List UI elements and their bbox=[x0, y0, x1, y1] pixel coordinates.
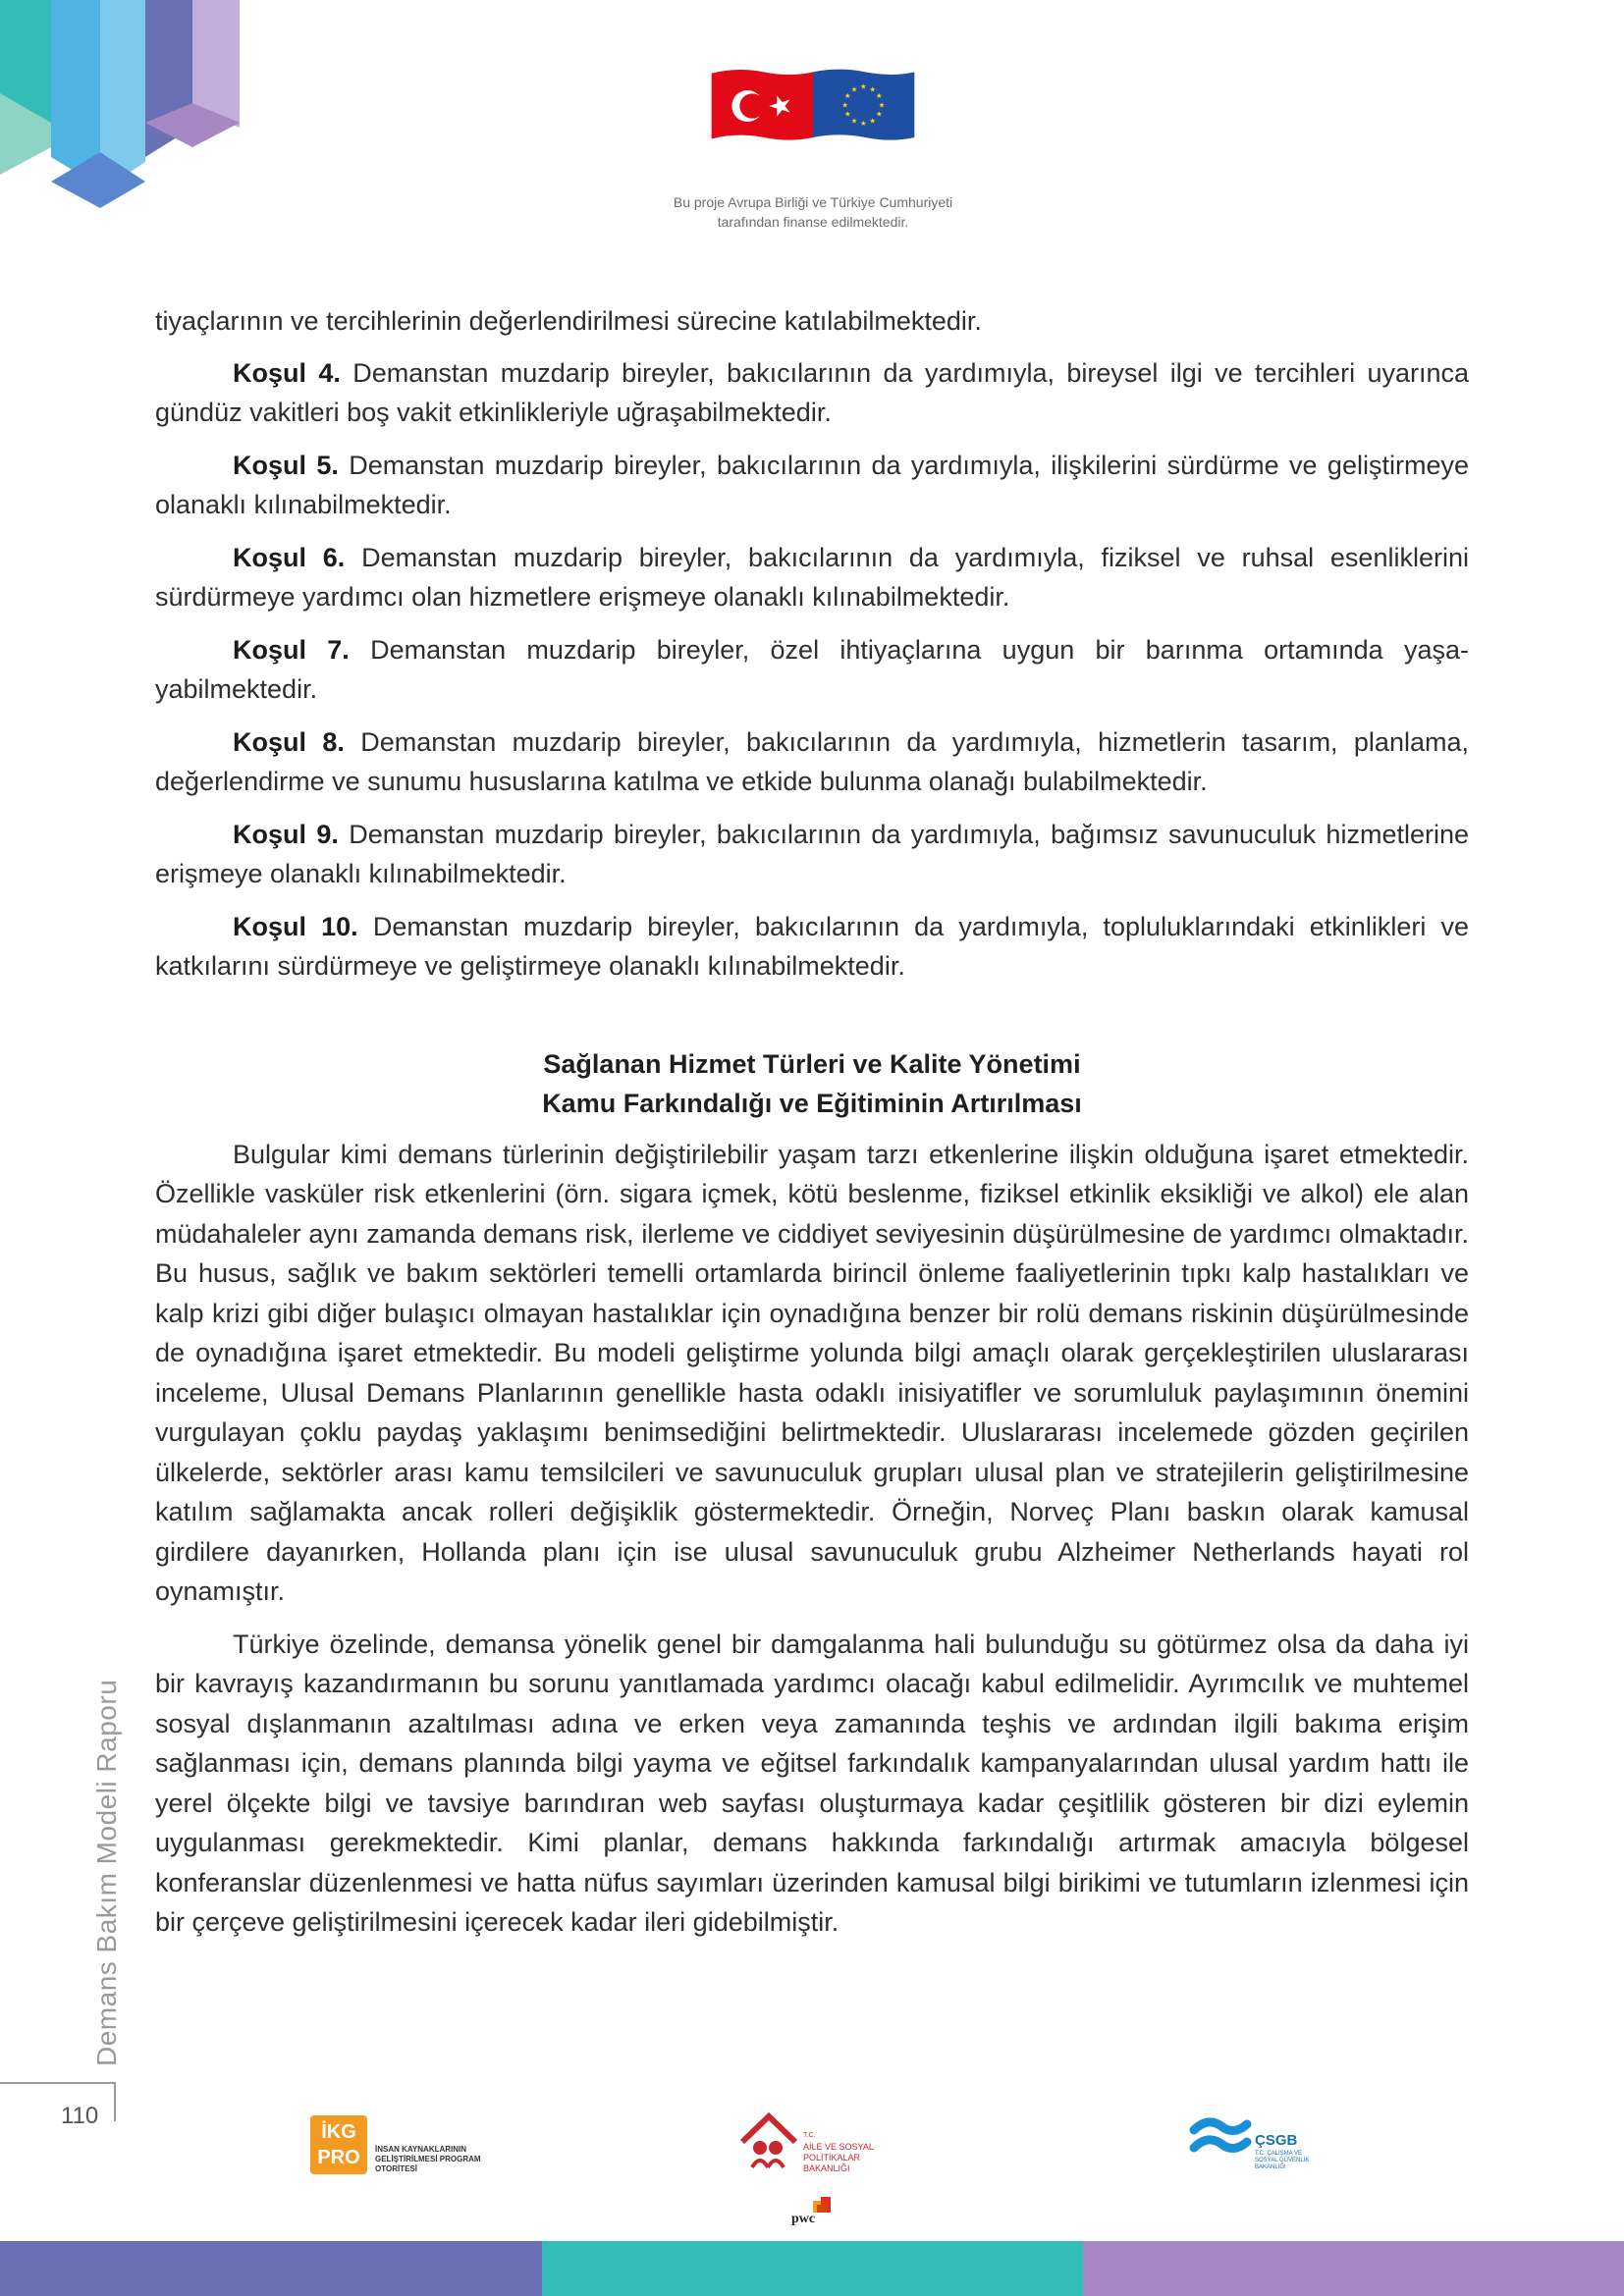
main-content bbox=[155, 301, 1469, 1955]
svg-text:★: ★ bbox=[841, 100, 848, 110]
condition-text: Demanstan muzdarip bireyler, bakıcılarının da yardımıyla, hizmetlerin tasarım, planlama, değerlendirme ve sunumu hususlarına katılma ve etkide bulunma olanağı bulabilmektedir. bbox=[155, 726, 1469, 796]
ikg-badge-top: İKG bbox=[321, 2121, 356, 2143]
tr-eu-flags bbox=[661, 67, 965, 145]
condition-text: Demanstan muzdarip bireyler, bakıcılarının da yardımıyla, fiziksel ve ruhsal esenliklerini sürdürmeye yardımcı olan hizmetlere erişmeye olanaklı kılınabilmektedir. bbox=[155, 542, 1469, 612]
condition-text: Demanstan muzdarip bireyler, bakıcılarının da yardımıyla, bireysel ilgi ve tercihleri uyarınca gündüz vakitleri boş vakit etkinlikleriyle uğraşabilmektedir. bbox=[155, 357, 1469, 427]
report-title-vertical: Demans Bakım Modeli Raporu bbox=[91, 1679, 122, 2066]
condition-label: Koşul 4. bbox=[233, 357, 341, 388]
condition-text: Demanstan muzdarip bireyler, bakıcılarının da yardımıyla, bağımsız savunuculuk hizmetlerine erişmeye olanaklı kılınabilmektedir. bbox=[155, 819, 1469, 888]
condition-10 bbox=[155, 907, 1469, 987]
condition-label: Koşul 10. bbox=[233, 911, 358, 941]
pwc-mark-icon bbox=[791, 2195, 837, 2213]
ministry-family-emblem bbox=[738, 2112, 799, 2171]
ministry-small-text: T.C. bbox=[803, 2132, 816, 2139]
svg-text:★: ★ bbox=[850, 84, 858, 94]
pwc-logo bbox=[791, 2195, 837, 2230]
svg-text:★: ★ bbox=[850, 116, 858, 126]
svg-text:★: ★ bbox=[869, 84, 876, 94]
body-paragraph-2: Türkiye özelinde, demansa yönelik genel bir damgalanma hali bulunduğu su götürmez olsa da daha iyi bir kavrayış kazandırmanın bu sorunu yanıtlamada yardımcı olacağı kabul edilmelidir. Ayrımcılık ve muhtemel sosyal dışlanmanın azaltılması adına ve erken veya zamanında teşhis ve ardından ilgili bakıma erişim sağlanması için, demans planında bilgi yayma ve eğitsel farkındalık kampanyalarından ulusal yardım hattı ile yerel ölçekte bilgi ve tavsiye barındıran web sayfası oluşturmaya kadar çeşitlilik gösteren bir dizi eylemin uygulanması gerekmektedir. Kimi planlar, demans hakkında farkındalığı artırmak amacıyla bölgesel konferanslar düzenlenmesi ve hatta nüfus sayımları üzerinden kamusal bilgi birikimi ve tutumların izlenmesi için bir çerçeve geliştirilmesini içerecek kadar ileri gidebilmiştir. bbox=[155, 1629, 1469, 1937]
footer-bar-purple bbox=[1083, 2241, 1624, 2296]
condition-text: Demanstan muzdarip bireyler, özel ihtiyaçlarına uygun bir barınma ortamında yaşayabilmektedir. bbox=[155, 634, 1469, 704]
condition-4 bbox=[155, 353, 1469, 433]
condition-label: Koşul 6. bbox=[233, 542, 346, 572]
footer-bar-blue bbox=[0, 2241, 542, 2296]
csgb-text: ÇSGB bbox=[1255, 2132, 1298, 2149]
condition-6 bbox=[155, 538, 1469, 617]
csgb-logo bbox=[1188, 2116, 1335, 2175]
page-number: 110 bbox=[61, 2103, 99, 2129]
opening-fragment: tiyaçlarının ve tercihlerinin değerlendirilmesi sürecine katılabilmektedir. bbox=[155, 306, 982, 336]
condition-label: Koşul 9. bbox=[233, 819, 339, 849]
side-divider bbox=[0, 2082, 116, 2084]
eu-flag bbox=[813, 70, 914, 140]
funding-caption-line1: Bu proje Avrupa Birliği ve Türkiye Cumhuriyeti bbox=[673, 194, 953, 210]
side-divider-vertical bbox=[114, 2082, 116, 2121]
footer-bar-teal bbox=[542, 2241, 1083, 2296]
svg-text:★: ★ bbox=[860, 119, 867, 128]
subsection-heading: Kamu Farkındalığı ve Eğitiminin Artırılması bbox=[542, 1088, 1082, 1118]
ministry-text: AİLE VE SOSYAL POLİTİKALAR BAKANLIĞI bbox=[803, 2142, 874, 2173]
svg-text:★: ★ bbox=[878, 100, 886, 110]
ikg-pro-logo bbox=[310, 2115, 481, 2176]
ikg-badge-bottom: PRO bbox=[317, 2147, 360, 2168]
condition-label: Koşul 8. bbox=[233, 726, 345, 757]
svg-text:★: ★ bbox=[844, 109, 851, 119]
section-heading: Sağlanan Hizmet Türleri ve Kalite Yönetimi bbox=[543, 1048, 1081, 1079]
csgb-emblem-icon bbox=[1188, 2116, 1253, 2163]
condition-9 bbox=[155, 815, 1469, 894]
condition-text: Demanstan muzdarip bireyler, bakıcılarının da yardımıyla, ilişkilerini sürdürme ve geliştirmeye olanaklı kılınabilmektedir. bbox=[155, 450, 1469, 519]
condition-text: Demanstan muzdarip bireyler, bakıcılarının da yardımıyla, topluluklarındaki etkinlikleri ve katkılarını sürdürmeye ve geliştirmeye olanaklı kılınabilmektedir. bbox=[155, 911, 1469, 981]
svg-text:★: ★ bbox=[844, 91, 851, 100]
svg-text:★: ★ bbox=[876, 91, 883, 100]
funding-caption-line2: tarafından finanse edilmektedir. bbox=[717, 214, 909, 230]
condition-label: Koşul 5. bbox=[233, 450, 339, 480]
corner-decoration bbox=[0, 0, 255, 255]
ikg-pro-badge bbox=[310, 2115, 367, 2174]
svg-text:★: ★ bbox=[876, 109, 883, 119]
pwc-text: pwc bbox=[791, 2212, 816, 2226]
svg-text:★: ★ bbox=[860, 81, 867, 91]
ministry-family-logo bbox=[738, 2112, 895, 2177]
funding-caption bbox=[609, 192, 1017, 232]
condition-5 bbox=[155, 446, 1469, 525]
svg-text:★: ★ bbox=[869, 116, 876, 126]
condition-8 bbox=[155, 722, 1469, 802]
csgb-small-text: T.C. ÇALIŞMA VE SOSYAL GÜVENLİK BAKANLIĞI bbox=[1255, 2151, 1310, 2170]
turkish-flag bbox=[712, 70, 813, 140]
condition-7 bbox=[155, 630, 1469, 710]
ikg-pro-text: İNSAN KAYNAKLARININ GELİŞTİRİLMESİ PROGRAM OTORİTESİ bbox=[375, 2145, 481, 2173]
condition-label: Koşul 7. bbox=[233, 634, 350, 665]
body-paragraph-1: Bulgular kimi demans türlerinin değiştirilebilir yaşam tarzı etkenlerine ilişkin olduğuna işaret etmektedir. Özellikle vasküler risk etkenlerini (örn. sigara içmek, kötü beslenme, fiziksel etkinlik eksikliği ve alkol) ele alan müdahaleler aynı zamanda demans risk, ilerleme ve ciddiyet seviyesinin düşürülmesine de yardımcı olmaktadır. Bu husus, sağlık ve bakım sektörleri temelli ortamlarda birincil önleme faaliyetlerinin tıpkı kalp hastalıkları ve kalp krizi gibi diğer bulaşıcı olmayan hastalıklar için oynadığına benzer bir rolü demans riskinin düşürülmesinde de oynadığına işaret etmektedir. Bu modeli geliştirme yolunda bilgi amaçlı olarak gerçekleştirilen uluslararası inceleme, Ulusal Demans Planlarının genellikle hasta odaklı inisiyatifler ve sorumluluk paylaşımının önemini vurgulayan çoklu paydaş yaklaşımı benimsediğini belirtmektedir. Uluslararası incelemede gözden geçirilen ülkelerde, sektörler arası kamu temsilcileri ve savunuculuk grupları ulusal plan ve stratejilerin geliştirilmesine katılım sağlamakta ancak rolleri değişiklik göstermektedir. Örneğin, Norveç Planı baskın olarak kamusal girdilere dayanırken, Hollanda planı için ise ulusal savunuculuk grubu Alzheimer Netherlands hayati rol oynamıştır. bbox=[155, 1139, 1469, 1606]
